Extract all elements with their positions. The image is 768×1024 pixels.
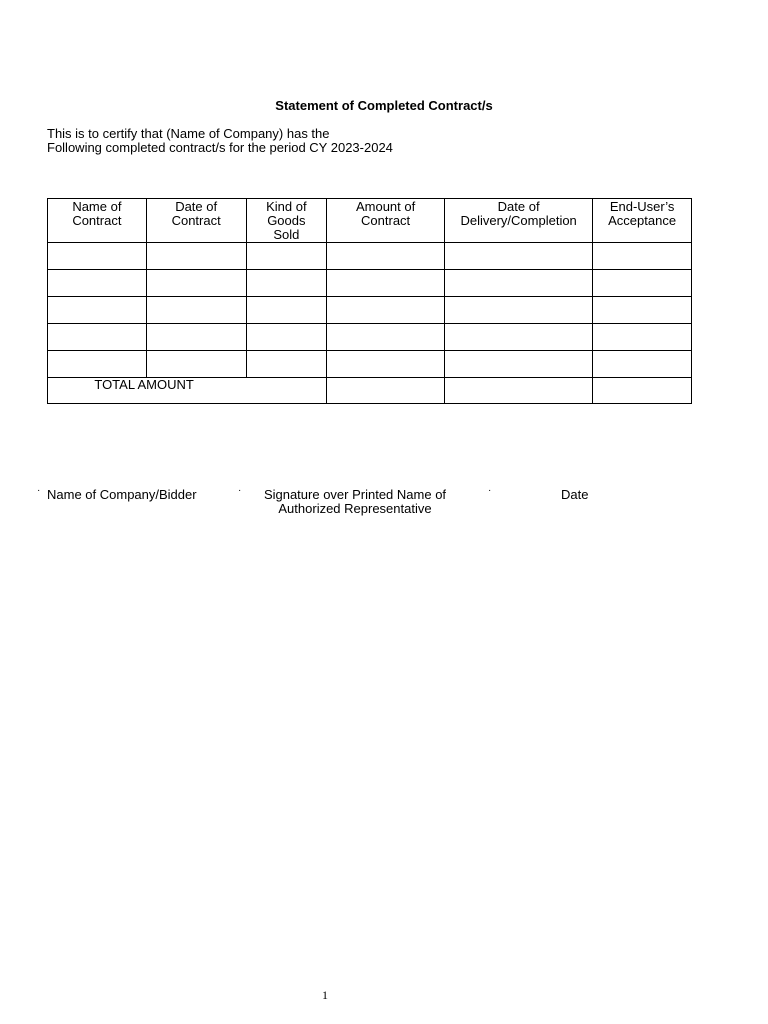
total-amount-row [48,378,692,404]
table-cell [146,351,246,378]
representative-line-2: Authorized Representative [278,501,432,516]
table-cell [327,297,445,324]
authorized-representative-label [262,488,448,516]
table-cell [327,270,445,297]
table-cell [327,351,445,378]
date-label: Date [561,487,589,502]
header-line: Delivery/Completion [460,213,577,228]
header-line: Contract [72,213,122,228]
table-cell [593,270,692,297]
header-line: Name of [72,199,122,214]
company-bidder-label: Name of Company/Bidder [47,487,197,502]
header-line: Goods [267,213,306,228]
table-cell [48,270,147,297]
table-cell [445,324,593,351]
table-header-row [48,199,692,243]
table-row [48,297,692,324]
document-title: Statement of Completed Contract/s [275,98,493,113]
table-cell [48,297,147,324]
total-amount-label-cell [48,378,327,404]
header-line: Date of [175,199,218,214]
table-cell [593,243,692,270]
total-amount-cell [327,378,445,404]
page-number: 1 [322,988,328,1002]
signature-marker: · [488,485,492,496]
header-date-of-contract [146,199,246,243]
header-line: Date of [497,199,540,214]
table-cell [146,270,246,297]
table-cell [593,351,692,378]
header-amount-of-contract [327,199,445,243]
header-line: Sold [273,227,300,242]
header-name-of-contract [48,199,147,243]
table-cell [246,324,327,351]
total-acceptance-cell [593,378,692,404]
total-delivery-cell [445,378,593,404]
table-cell [445,243,593,270]
header-line: Amount of [355,199,416,214]
header-date-of-delivery [445,199,593,243]
total-amount-label: TOTAL AMOUNT [94,377,194,392]
table-cell [327,243,445,270]
header-kind-of-goods-sold [246,199,327,243]
table-cell [246,270,327,297]
completed-contracts-table [47,198,692,404]
header-line: Contract [361,213,411,228]
table-cell [327,324,445,351]
table-cell [146,243,246,270]
header-line: Acceptance [608,213,677,228]
table-row [48,324,692,351]
table-cell [146,324,246,351]
certification-text [47,127,393,155]
signature-marker: · [238,485,242,496]
table-cell [246,243,327,270]
table-row [48,270,692,297]
certification-line-1: This is to certify that (Name of Company) has the [47,126,330,141]
table-row [48,351,692,378]
table-cell [246,297,327,324]
header-end-user-acceptance [593,199,692,243]
table-cell [48,324,147,351]
signature-marker: · [37,485,41,496]
table-cell [48,243,147,270]
header-line: Contract [171,213,221,228]
representative-line-1: Signature over Printed Name of [263,487,447,502]
header-line: End-User’s [609,199,675,214]
header-line: Kind of [266,199,307,214]
table-cell [593,297,692,324]
table-cell [445,297,593,324]
certification-line-2: Following completed contract/s for the period CY 2023-2024 [47,140,393,155]
table-cell [246,351,327,378]
table-row [48,243,692,270]
table-cell [48,351,147,378]
table-cell [146,297,246,324]
table-cell [445,351,593,378]
table-cell [593,324,692,351]
table-cell [445,270,593,297]
